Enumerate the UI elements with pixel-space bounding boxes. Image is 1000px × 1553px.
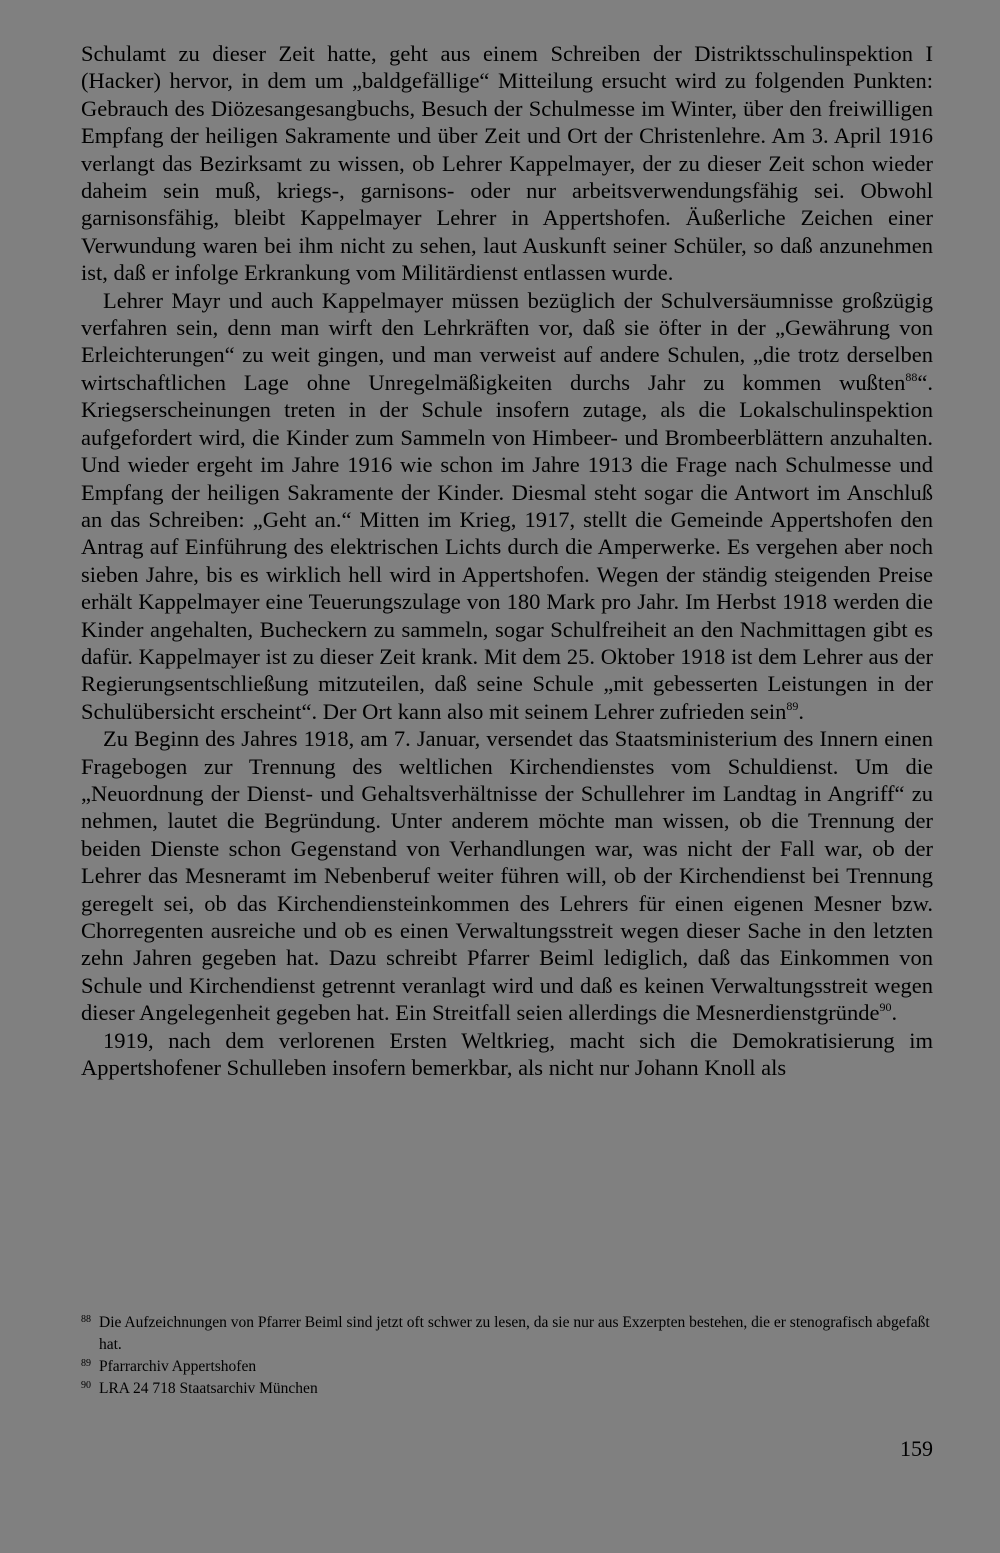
- paragraph-text: Zu Beginn des Jahres 1918, am 7. Januar, versendet das Staatsministerium des Innern einen Fragebogen zur Trennung des weltlichen Kirchendienstes vom Schuldienst. Um die „Neuordnung der Dienst- und Gehaltsverhältnisse der Schullehrer im Landtag in Angriff“ zu nehmen, lautet die Begründung. Unter anderem möchte man wissen, ob die Trennung der beiden Dienste schon Gegenstand von Verhandlungen war, was nicht der Fall war, ob der Lehrer das Mesneramt im Nebenberuf weiter führen will, ob der Kirchendienst bei Trennung geregelt sei, ob das Kirchendiensteinkommen des Lehrers für einen eigenen Mesner bzw. Chorregenten ausreiche und ob es einen Verwaltungsstreit wegen dieser Sache in den letzten zehn Jahren gegeben hat. Dazu schreibt Pfarrer Beiml lediglich, daß das Einkommen von Schule und Kirchendienst getrennt veranlagt wird und daß es keinen Verwaltungsstreit wegen dieser Angelegenheit gegeben hat. Ein Streitfall seien allerdings die Mesnerdienstgründe: [81, 726, 933, 1026]
- footnotes: [81, 1312, 933, 1400]
- body-text: [81, 40, 933, 1081]
- footnote: 88 Die Aufzeichnungen von Pfarrer Beiml sind jetzt oft schwer zu lesen, da sie nur aus Exzerpten bestehen, die er stenografisch abgefaßt hat.: [81, 1314, 930, 1353]
- footnote-text: LRA 24 718 Staatsarchiv München: [99, 1380, 318, 1397]
- footnote-reference: 90: [879, 1000, 892, 1015]
- paragraph: [81, 40, 933, 287]
- footnote-reference: 88: [905, 369, 918, 384]
- footnote: 89 Pfarrarchiv Appertshofen: [81, 1358, 257, 1375]
- paragraph-text: .: [891, 1000, 898, 1026]
- paragraph: [81, 287, 933, 726]
- paragraph-text: .: [798, 698, 805, 724]
- page-number: 159: [900, 1436, 933, 1461]
- footnote-text: Pfarrarchiv Appertshofen: [99, 1358, 257, 1375]
- footnote: 90 LRA 24 718 Staatsarchiv München: [81, 1380, 318, 1397]
- paragraph: [81, 725, 933, 1026]
- paragraph-text: Schulamt zu dieser Zeit hatte, geht aus einem Schreiben der Distriktsschulinspektion I (Hacker) hervor, in dem um „baldgefällige“ Mitteilung ersucht wird zu folgenden Punkten: Gebrauch des Diözesangesangbuchs, Besuch der Schulmesse im Winter, über den freiwilligen Empfang der heiligen Sakramente und über Zeit und Ort der Christenlehre. Am 3. April 1916 verlangt das Bezirksamt zu wissen, ob Lehrer Kappelmayer, der zu dieser Zeit schon wieder daheim sein muß, kriegs-, garnisons- oder nur arbeitsverwendungsfähig sei. Obwohl garnisonsfähig, bleibt Kappelmayer Lehrer in Appertshofen. Äußerliche Zeichen einer Verwundung waren bei ihm nicht zu sehen, laut Auskunft seiner Schüler, so daß anzunehmen ist, daß er infolge Erkrankung vom Militärdienst entlassen wurde.: [81, 41, 933, 286]
- footnote-reference: 89: [786, 698, 799, 713]
- paragraph-text: “. Kriegserscheinungen treten in der Schule insofern zutage, als die Lokalschulinspektion aufgefordert wird, die Kinder zum Sammeln von Himbeer- und Brombeerblättern anzuhalten. Und wieder ergeht im Jahre 1916 wie schon im Jahre 1913 die Frage nach Schulmesse und Empfang der heiligen Sakramente der Kinder. Diesmal steht sogar die Antwort im Anschluß an das Schreiben: „Geht an.“ Mitten im Krieg, 1917, stellt die Gemeinde Appertshofen den Antrag auf Einführung des elektrischen Lichts durch die Amperwerke. Es vergehen aber noch sieben Jahre, bis es wirklich hell wird in Appertshofen. Wegen der ständig steigenden Preise erhält Kappelmayer eine Teuerungszulage von 180 Mark pro Jahr. Im Herbst 1918 werden die Kinder angehalten, Bucheckern zu sammeln, sogar Schulfreiheit an den Nachmittagen gibt es dafür. Kappelmayer ist zu dieser Zeit krank. Mit dem 25. Oktober 1918 ist dem Lehrer aus der Regierungsentschließung mitzuteilen, daß seine Schule „mit gebesserten Leistungen in der Schulübersicht erscheint“. Der Ort kann also mit seinem Lehrer zufrieden sein: [81, 369, 933, 724]
- paragraph-text: Lehrer Mayr und auch Kappelmayer müssen bezüglich der Schulversäumnisse großzügig verfahren sein, denn man wirft den Lehrkräften vor, daß sie öfter in der „Gewährung von Erleichterungen“ zu weit gingen, und man verweist auf andere Schulen, „die trotz derselben wirtschaftlichen Lage ohne Unregelmäßigkeiten durchs Jahr zu kommen wußten: [81, 287, 933, 395]
- footnote-text: Die Aufzeichnungen von Pfarrer Beiml sind jetzt oft schwer zu lesen, da sie nur aus Exzerpten bestehen, die er stenografisch abgefaßt hat.: [99, 1314, 930, 1353]
- paragraph-text: 1919, nach dem verlorenen Ersten Weltkrieg, macht sich die Demokratisierung im Appertshofener Schulleben insofern bemerkbar, als nicht nur Johann Knoll als: [81, 1027, 933, 1081]
- paragraph: [81, 1027, 933, 1082]
